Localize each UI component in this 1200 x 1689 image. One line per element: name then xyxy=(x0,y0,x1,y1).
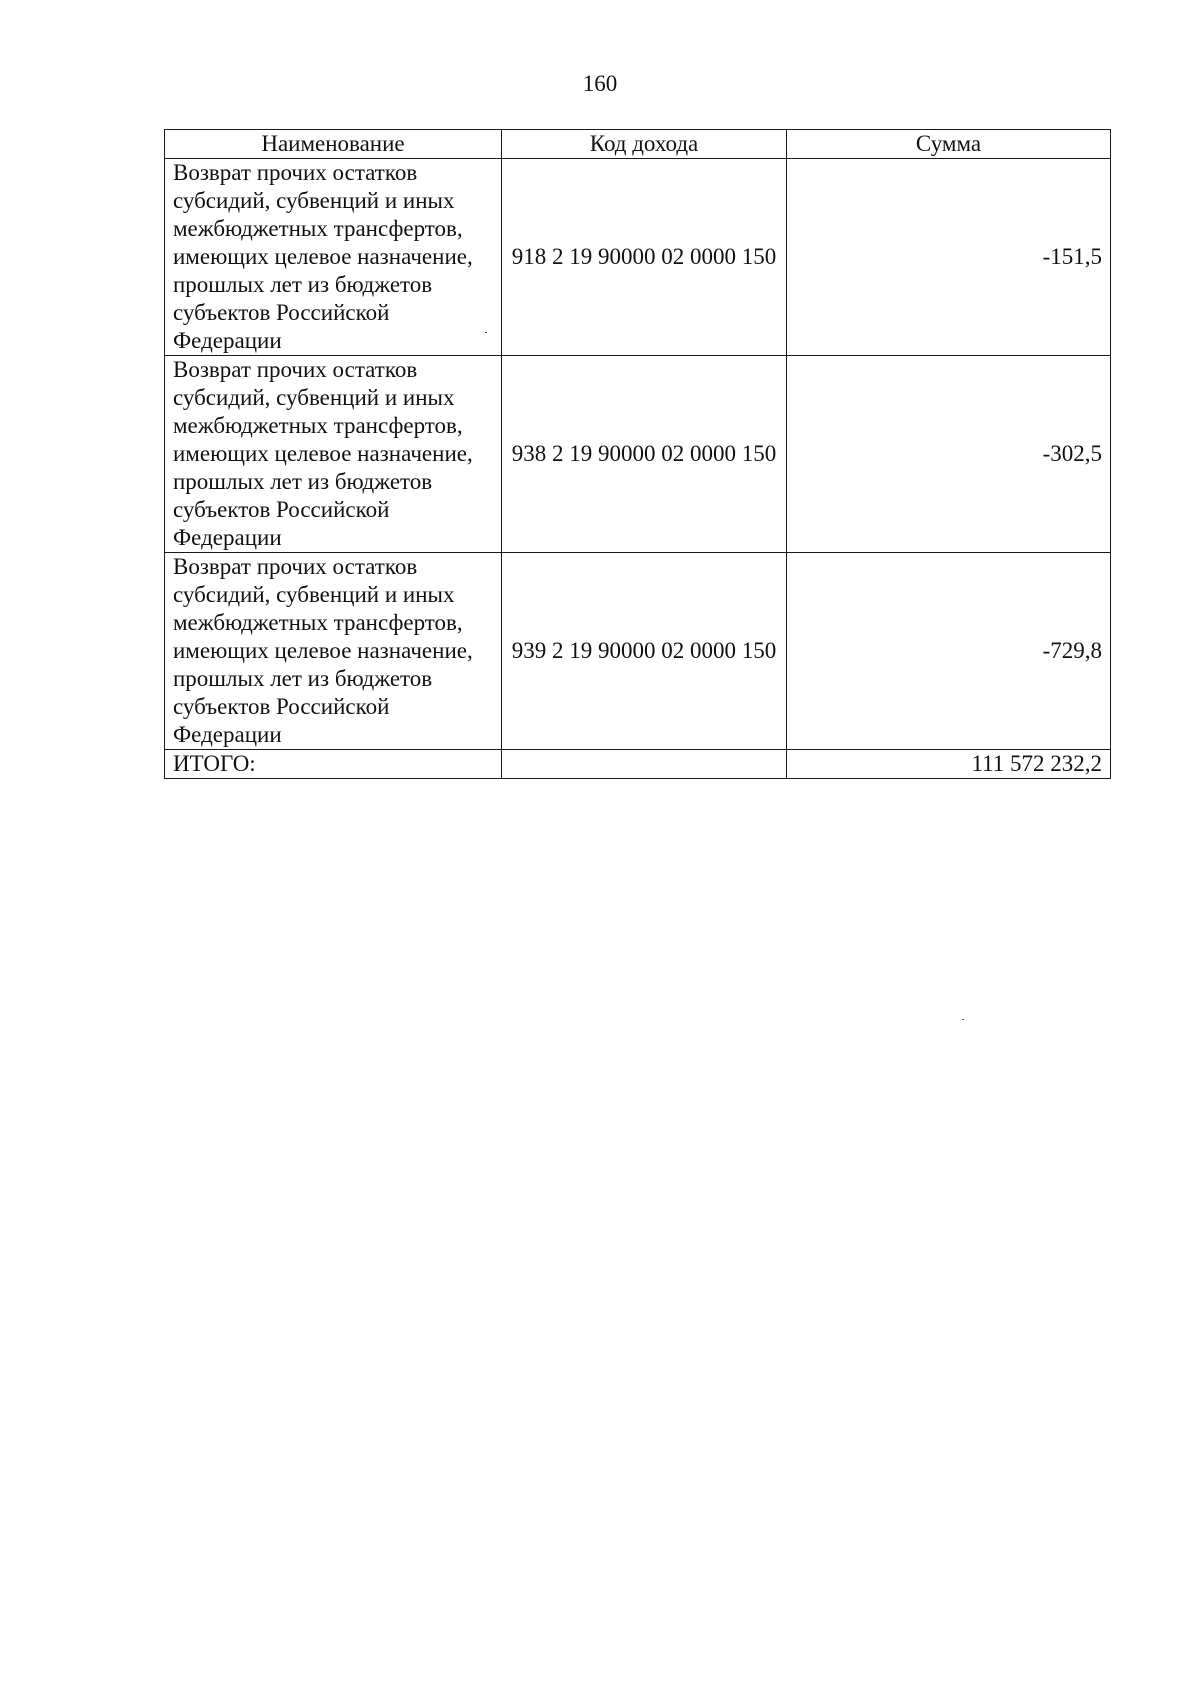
header-code: Код дохода xyxy=(502,130,787,159)
name-line: межбюджетных трансфертов, xyxy=(173,413,463,438)
name-line: прошлых лет из бюджетов xyxy=(173,666,433,691)
row-code-cell: 918 2 19 90000 02 0000 150 xyxy=(502,159,787,356)
total-code xyxy=(502,750,787,779)
name-line: Федерации xyxy=(173,525,282,550)
name-line: межбюджетных трансфертов, xyxy=(173,610,463,635)
total-row xyxy=(165,750,1111,779)
row-name-cell xyxy=(165,356,502,553)
row-sum-cell: -302,5 xyxy=(787,356,1111,553)
row-name-cell xyxy=(165,159,502,356)
scan-speck xyxy=(485,332,487,333)
name-line: субсидий, субвенций и иных xyxy=(173,582,455,607)
header-sum: Сумма xyxy=(787,130,1111,159)
name-line: субсидий, субвенций и иных xyxy=(173,385,455,410)
name-line: Возврат прочих остатков xyxy=(173,357,418,382)
revenue-table xyxy=(164,129,1111,779)
row-code-cell: 938 2 19 90000 02 0000 150 xyxy=(502,356,787,553)
name-line: Возврат прочих остатков xyxy=(173,554,418,579)
name-line: Возврат прочих остатков xyxy=(173,160,418,185)
row-name-cell xyxy=(165,553,502,750)
scan-speck xyxy=(962,1019,964,1020)
name-line: субъектов Российской xyxy=(173,497,390,522)
total-label: ИТОГО: xyxy=(165,750,502,779)
name-line: Федерации xyxy=(173,328,282,353)
name-line: имеющих целевое назначение, xyxy=(173,244,473,269)
page-number: 160 xyxy=(582,71,618,96)
name-line: Федерации xyxy=(173,722,282,747)
name-line: имеющих целевое назначение, xyxy=(173,638,473,663)
name-line: субсидий, субвенций и иных xyxy=(173,188,455,213)
name-line: имеющих целевое назначение, xyxy=(173,441,473,466)
name-line: субъектов Российской xyxy=(173,300,390,325)
row-sum-cell: -151,5 xyxy=(787,159,1111,356)
row-sum-cell: -729,8 xyxy=(787,553,1111,750)
table-row xyxy=(165,553,1111,750)
table-row xyxy=(165,159,1111,356)
table-row xyxy=(165,356,1111,553)
name-line: прошлых лет из бюджетов xyxy=(173,272,433,297)
name-line: прошлых лет из бюджетов xyxy=(173,469,433,494)
name-line: межбюджетных трансфертов, xyxy=(173,216,463,241)
name-line: субъектов Российской xyxy=(173,694,390,719)
total-sum: 111 572 232,2 xyxy=(787,750,1111,779)
header-name: Наименование xyxy=(165,130,502,159)
table-header-row xyxy=(165,130,1111,159)
row-code-cell: 939 2 19 90000 02 0000 150 xyxy=(502,553,787,750)
